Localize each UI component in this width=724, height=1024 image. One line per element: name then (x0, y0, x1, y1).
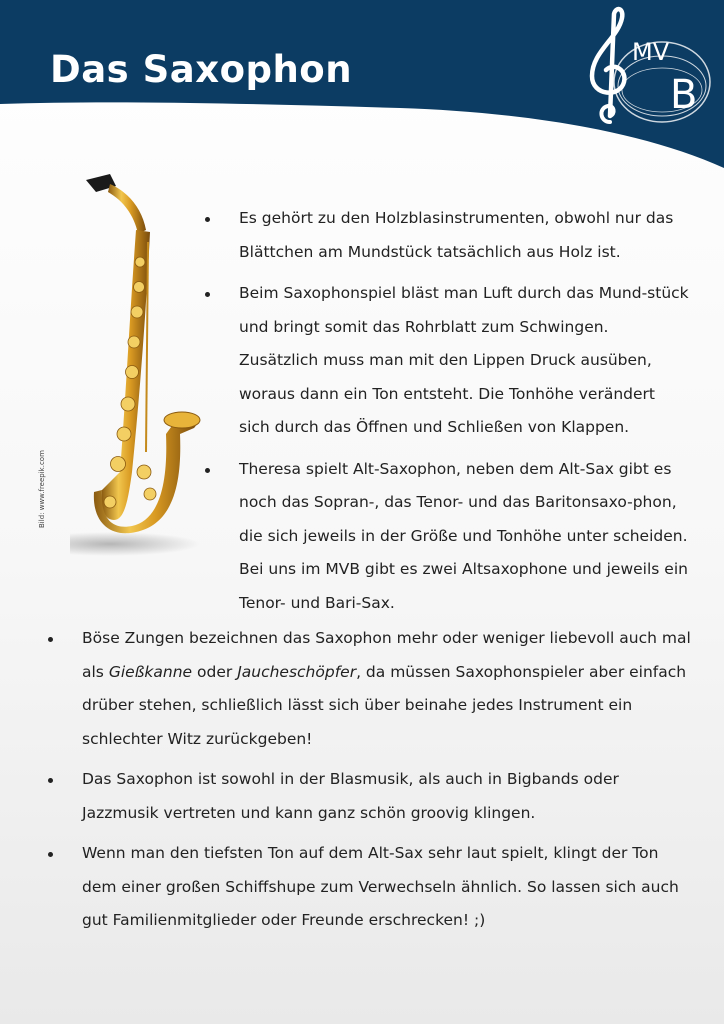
emphasis-text: Jaucheschöpfer (237, 662, 357, 681)
text-segment: oder (192, 662, 238, 681)
mvb-logo (580, 4, 716, 132)
image-credit: Bild: www.freepik.com (38, 450, 46, 528)
list-item (239, 453, 689, 621)
list-item-text: Wenn man den tiefsten Ton auf dem Alt-Sax sehr laut spielt, klingt der Ton dem einer großen Schiffshupe zum Verwechseln ähnlich. So lassen sich auch gut Familienmitglieder oder Freunde erschrecken! ;) (82, 844, 679, 929)
bullet-dot (205, 217, 210, 222)
saxophone-image (70, 172, 210, 562)
list-item-text: Theresa spielt Alt-Saxophon, neben dem Alt-Sax gibt es noch das Sopran-, das Tenor- und das Baritonsaxo-phon, die sich jeweils in der Größe und Tonhöhe unter scheiden. Bei uns im MVB gibt es zwei Altsaxophone und jeweils ein Tenor- und Bari-Sax. (239, 459, 688, 612)
logo-letters-top: MV (632, 38, 670, 66)
list-item (239, 202, 689, 269)
bullet-dot (205, 292, 210, 297)
text-segment: , da müssen Saxophonspieler aber einfach drüber stehen, schließlich lässt sich über beinahe jedes Instrument ein schlechter Witz zurückgeben! (82, 662, 687, 748)
emphasis-text: Gießkanne (108, 662, 193, 681)
bullet-dot (205, 468, 210, 473)
logo-letters-bottom: B (670, 72, 698, 118)
list-item (82, 837, 692, 938)
page-title: Das Saxophon (50, 48, 353, 91)
list-item (239, 277, 689, 445)
list-item (82, 622, 692, 756)
treble-clef-icon (592, 9, 624, 122)
top-bullet-list (239, 202, 689, 628)
bullet-dot (48, 852, 53, 857)
list-item-text: Beim Saxophonspiel bläst man Luft durch das Mund-stück und bringt somit das Rohrblatt zum Schwingen. Zusätzlich muss man mit den Lippen Druck ausüben, woraus dann ein Ton entsteht. Die Tonhöhe verändert sich durch das Öffnen und Schließen von Klappen. (239, 284, 689, 436)
text-segment: Böse Zungen bezeichnen das Saxophon mehr oder weniger liebevoll auch mal als (82, 629, 691, 681)
list-item (82, 763, 692, 830)
list-item-text: Das Saxophon ist sowohl in der Blasmusik, als auch in Bigbands oder Jazzmusik vertreten und kann ganz schön groovig klingen. (82, 770, 619, 822)
list-item-text: Es gehört zu den Holzblasinstrumenten, obwohl nur das Blättchen am Mundstück tatsächlich aus Holz ist. (239, 209, 674, 261)
bottom-bullet-list (82, 622, 692, 945)
bullet-dot (48, 778, 53, 783)
list-item-text (82, 629, 691, 748)
bullet-dot (48, 637, 53, 642)
